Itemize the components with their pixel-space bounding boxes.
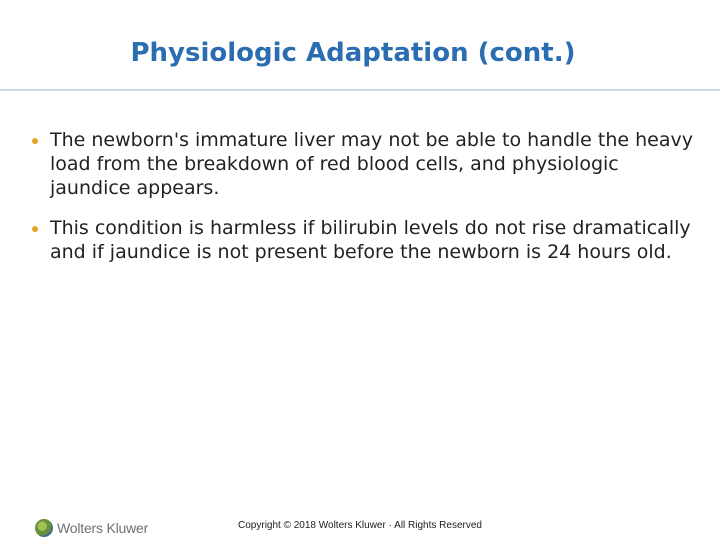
copyright-notice: Copyright © 2018 Wolters Kluwer · All Rights Reserved	[238, 520, 482, 531]
bullet-item	[30, 216, 700, 264]
title-divider	[0, 89, 720, 91]
logo-text: Wolters Kluwer	[57, 520, 149, 536]
bullet-item	[30, 128, 700, 200]
bullet-dot-icon	[32, 226, 38, 232]
slide-title: Physiologic Adaptation (cont.)	[130, 38, 576, 68]
bullet-text: This condition is harmless if bilirubin levels do not rise dramatically and if jaundice is not present before the newborn is 24 hours old.	[50, 217, 691, 263]
bullet-dot-icon	[32, 138, 38, 144]
bullet-list	[30, 128, 700, 280]
bullet-text: The newborn's immature liver may not be able to handle the heavy load from the breakdown of red blood cells, and physiologic jaundice appears.	[50, 129, 693, 199]
